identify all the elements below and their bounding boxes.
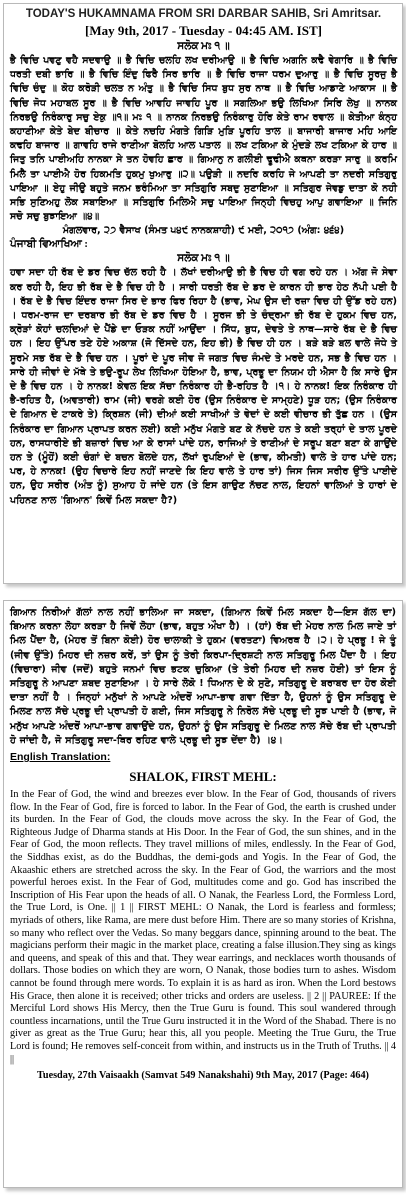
date-time-heading: [May 9th, 2017 - Tuesday - 04:45 AM. IST] <box>85 23 322 38</box>
punjabi-vyakhya-continued: ਗਿਆਨ ਨਿਰੀਆਂ ਗੱਲਾਂ ਨਾਲ ਨਹੀਂ ਭਾਲਿਆ ਜਾ ਸਕਦਾ, (ਗਿਆਨ ਕਿਵੇਂ ਮਿਲ ਸਕਦਾ ਹੈ—ਇਸ ਗੱਲ ਦਾ) ਬਿਆਨ ਕਰਨਾ ਲੋਹਾ ਕਰੜਾ ਹੈ ਜਿਵੇਂ ਲੋਹਾ (ਭਾਵ, ਬਹੁਤ ਔਖਾ ਹੈ) । (ਹਾਂ) ਰੱਬ ਦੀ ਮੇਹਰ ਨਾਲ ਮਿਲ ਜਾਏ ਤਾਂ ਮਿਲ ਪੈਂਦਾ ਹੈ, (ਮੇਹਰ ਤੋਂ ਬਿਨਾ ਕੋਈ) ਹੋਰ ਚਾਲਾਕੀ ਤੇ ਹੁਕਮ (ਵਰਤਣਾ) ਵਿਅਰਥ ਹੈ ।੨। ਹੇ ਪ੍ਰਭੂ ! ਜੇ ਤੂੰ (ਜੀਵ ਉੱਤੇ) ਮਿਹਰ ਦੀ ਨਜ਼ਰ ਕਰੇਂ, ਤਾਂ ਉਸ ਨੂੰ ਤੇਰੀ ਕਿਰਪਾ-ਦ੍ਰਿਸ਼ਟੀ ਨਾਲ ਸਤਿਗੁਰੂ ਮਿਲ ਪੈਂਦਾ ਹੈ । ਇਹ (ਵਿਚਾਰਾ) ਜੀਵ (ਜਦੋਂ) ਬਹੁਤੇ ਜਨਮਾਂ ਵਿਚ ਭਟਕ ਚੁਕਿਆ (ਤੇ ਤੇਰੀ ਮਿਹਰ ਦੀ ਨਜ਼ਰ ਹੋਈ) ਤਾਂ ਇਸ ਨੂੰ ਸਤਿਗੁਰੂ ਨੇ ਆਪਣਾ ਸ਼ਬਦ ਸੁਣਾਇਆ । ਹੇ ਸਾਰੇ ਲੋਕੋ ! ਧਿਆਨ ਦੇ ਕੇ ਸੁਣੋ, ਸਤਿਗੁਰੂ ਦੇ ਬਰਾਬਰ ਦਾ ਹੋਰ ਕੋਈ ਦਾਤਾ ਨਹੀਂ ਹੈ । ਜਿਨ੍ਹਾਂ ਮਨੁੱਖਾਂ ਨੇ ਆਪਣੇ ਅੰਦਰੋਂ ਆਪਾ-ਭਾਵ ਗਵਾ ਦਿੱਤਾ ਹੈ, ਉਹਨਾਂ ਨੂੰ ਉਸ ਸਤਿਗੁਰੂ ਦੇ ਮਿਲਣ ਨਾਲ ਸੱਚੇ ਪ੍ਰਭੂ ਦੀ ਪ੍ਰਾਪਤੀ ਹੋ ਗਈ, ਜਿਸ ਸਤਿਗੁਰੂ ਨੇ ਨਿਰੋਲ ਸੱਚੇ ਪ੍ਰਭੂ ਦੀ ਸੂਝ ਪਾਈ ਹੈ (ਭਾਵ, ਜੋ ਮਨੁੱਖ ਆਪਣੇ ਅੰਦਰੋਂ ਆਪਾ-ਭਾਵ ਗਵਾਉਂਦੇ ਹਨ, ਉਹਨਾਂ ਨੂੰ ਉਸ ਸਤਿਗੁਰੂ ਦੇ ਮਿਲਣ ਨਾਲ ਸੱਚੇ ਰੱਬ ਦੀ ਪ੍ਰਾਪਤੀ ਹੋ ਜਾਂਦੀ ਹੈ, ਜੋ ਸਤਿਗੁਰੂ ਸਦਾ-ਥਿਰ ਰਹਿਣ ਵਾਲੇ ਪ੍ਰਭੂ ਦੀ ਸੂਝ ਦੇਂਦਾ ਹੈ) ।੪। <box>10 607 396 746</box>
page-title: TODAY'S HUKAMNAMA FROM SRI DARBAR SAHIB, Sri Amritsar. <box>25 8 382 20</box>
vyakhya-salok-heading: ਸਲੋਕ ਮਃ ੧ ॥ <box>177 253 230 265</box>
salok-heading: ਸਲੋਕ ਮਃ ੧ ॥ <box>177 41 230 52</box>
punjabi-vyakhya-text: ਹਵਾ ਸਦਾ ਹੀ ਰੱਬ ਦੇ ਡਰ ਵਿਚ ਚੱਲ ਰਹੀ ਹੈ । ਲੱਖਾਂ ਦਰੀਆਉ ਭੀ ਭੈ ਵਿਚ ਹੀ ਵਗ ਰਹੇ ਹਨ । ਅੱਗ ਜੋ ਸੇਵਾ ਕਰ ਰਹੀ ਹੈ, ਇਹ ਭੀ ਰੱਬ ਦੇ ਭੈ ਵਿਚ ਹੀ ਹੈ । ਸਾਰੀ ਧਰਤੀ ਰੱਬ ਦੇ ਡਰ ਦੇ ਕਾਰਨ ਹੀ ਭਾਰ ਹੇਠ ਨੱਪੀ ਪਈ ਹੈ । ਰੱਬ ਦੇ ਭੈ ਵਿਚ ਇੰਦਰ ਰਾਜਾ ਸਿਰ ਦੇ ਭਾਰ ਫਿਰ ਰਿਹਾ ਹੈ (ਭਾਵ, ਮੇਘ ਉਸ ਦੀ ਰਜ਼ਾ ਵਿਚ ਹੀ ਉੱਡ ਰਹੇ ਹਨ) । ਧਰਮ-ਰਾਜ ਦਾ ਦਰਬਾਰ ਭੀ ਰੱਬ ਦੇ ਡਰ ਵਿਚ ਹੈ । ਸੂਰਜ ਭੀ ਤੇ ਚੰਦ੍ਰਮਾ ਭੀ ਰੱਬ ਦੇ ਹੁਕਮ ਵਿਚ ਹਨ, ਕ੍ਰੋੜਾਂ ਕੋਹਾਂ ਚਲਦਿਆਂ ਦੇ ਪੈਂਡੇ ਦਾ ਓੜਕ ਨਹੀਂ ਆਉਂਦਾ । ਸਿੱਧ, ਬੁਧ, ਦੇਵਤੇ ਤੇ ਨਾਥ—ਸਾਰੇ ਰੱਬ ਦੇ ਭੈ ਵਿਚ ਹਨ । ਇਹ ਉੱਪਰ ਤਣੇ ਹੋਏ ਅਕਾਸ਼ (ਜੋ ਦਿੱਸਦੇ ਹਨ, ਇਹ ਭੀ) ਭੈ ਵਿਚ ਹੀ ਹਨ । ਬੜੇ ਬੜੇ ਬਲ ਵਾਲੇ ਜੋਧੇ ਤੇ ਸੂਰਮੇ ਸਭ ਰੱਬ ਦੇ ਭੈ ਵਿਚ ਹਨ । ਪੂਰਾਂ ਦੇ ਪੂਰ ਜੀਵ ਜੋ ਜਗਤ ਵਿਚ ਜੰਮਦੇ ਤੇ ਮਰਦੇ ਹਨ, ਸਭ ਭੈ ਵਿਚ ਹਨ । ਸਾਰੇ ਹੀ ਜੀਵਾਂ ਦੇ ਮੱਥੇ ਤੇ ਭਉ-ਰੂਪ ਲੇਖ ਲਿਖਿਆ ਹੋਇਆ ਹੈ, ਭਾਵ, ਪ੍ਰਭੂ ਦਾ ਨਿਯਮ ਹੀ ਐਸਾ ਹੈ ਕਿ ਸਾਰੇ ਉਸ ਦੇ ਭੈ ਵਿਚ ਹਨ । ਹੇ ਨਾਨਕ! ਕੇਵਲ ਇਕ ਸੱਚਾ ਨਿਰੰਕਾਰ ਹੀ ਭੈ-ਰਹਿਤ ਹੈ ।੧। ਹੇ ਨਾਨਕ! ਇਕ ਨਿਰੰਕਾਰ ਹੀ ਭੈ-ਰਹਿਤ ਹੈ, (ਅਵਤਾਰੀ) ਰਾਮ (ਜੀ) ਵਰਗੇ ਕਈ ਹੋਰ (ਉਸ ਨਿਰੰਕਾਰ ਦੇ ਸਾਮ੍ਹਣੇ) ਧੂੜ ਹਨ; (ਉਸ ਨਿਰੰਕਾਰ ਦੇ ਗਿਆਨ ਦੇ ਟਾਕਰੇ ਤੇ) ਕ੍ਰਿਸ਼ਨ (ਜੀ) ਦੀਆਂ ਕਈ ਸਾਖੀਆਂ ਤੇ ਵੇਦਾਂ ਦੇ ਕਈ ਵੀਚਾਰ ਭੀ ਤੁੱਛ ਹਨ । (ਉਸ ਨਿਰੰਕਾਰ ਦਾ ਗਿਆਨ ਪ੍ਰਾਪਤ ਕਰਨ ਲਈ) ਕਈ ਮਨੁੱਖ ਮੰਗਤੇ ਬਣ ਕੇ ਨੱਚਦੇ ਹਨ ਤੇ ਕਈ ਤਰ੍ਹਾਂ ਦੇ ਤਾਲ ਪੂਰਦੇ ਹਨ, ਰਾਸਧਾਰੀਏ ਭੀ ਬਜ਼ਾਰਾਂ ਵਿਚ ਆ ਕੇ ਰਾਸਾਂ ਪਾਂਦੇ ਹਨ, ਰਾਜਿਆਂ ਤੇ ਰਾਣੀਆਂ ਦੇ ਸਰੂਪ ਬਣਾ ਬਣਾ ਕੇ ਗਾਉਂਦੇ ਹਨ ਤੇ (ਮੂੰਹੋਂ) ਕਈ ਚੰਗਾਂ ਦੇ ਬਚਨ ਬੋਲਦੇ ਹਨ, ਲੱਖਾਂ ਰੁਪਇਆਂ ਦੇ (ਭਾਵ, ਕੀਮਤੀ) ਵਾਲੇ ਤੇ ਹਾਰ ਪਾਂਦੇ ਹਨ; ਪਰ, ਹੇ ਨਾਨਕ! (ਉਹ ਵਿਚਾਰੇ ਇਹ ਨਹੀਂ ਜਾਣਦੇ ਕਿ ਇਹ ਵਾਲੇ ਤੇ ਹਾਰ ਤਾਂ) ਜਿਸ ਜਿਸ ਸਰੀਰ ਉੱਤੇ ਪਾਈਦੇ ਹਨ, ਉਹ ਸਰੀਰ (ਅੰਤ ਨੂੰ) ਸੁਆਹ ਹੋ ਜਾਂਦੇ ਹਨ (ਤੇ ਇਸ ਗਾਉਣ ਨੱਚਣ ਨਾਲ, ਇਹਨਾਂ ਵਾਲਿਆਂ ਤੇ ਹਾਰਾਂ ਦੇ ਪਹਿਨਣ ਨਾਲ 'ਗਿਆਨ' ਕਿਵੇਂ ਮਿਲ ਸਕਦਾ ਹੈ?) <box>10 267 397 506</box>
hukamnama-translation-panel <box>3 600 403 1188</box>
english-shalok-heading: SHALOK, FIRST MEHL: <box>129 769 277 785</box>
hukamnama-gurmukhi-panel <box>3 3 403 584</box>
english-translation-label: English Translation: <box>10 751 111 764</box>
gurmukhi-date-line: ਮੰਗਲਵਾਰ, ੨੭ ਵੈਸਾਖ (ਸੰਮਤ ੫੪੯ ਨਾਨਕਸ਼ਾਹੀ) ੯ ਮਈ, ੨੦੧੭ (ਅੰਗ: ੪੬੪) <box>62 225 345 237</box>
english-translation-text: In the Fear of God, the wind and breezes ever blow. In the Fear of God, thousands of rivers flow. In the Fear of God, fire is forced to labor. In the Fear of God, the earth is crushed under its burden. In the Fear of God, the clouds move across the sky. In the Fear of God, the Righteous Judge of Dharma stands at His Door. In the Fear of God, the sun shines, and in the Fear of God, the moon reflects. They travel millions of miles, endlessly. In the Fear of God, the Siddhas exist, as do the Buddhas, the demi-gods and Yogis. In the Fear of God, the Akaashic ethers are stretched across the sky. In the Fear of God, the warriors and the most powerful heroes exist. In the Fear of God, multitudes come and go. God has inscribed the Inscription of His Fear upon the heads of all. O Nanak, the Fearless Lord, the Formless Lord, the True Lord, is One. || 1 || FIRST MEHL: O Nanak, the Lord is fearless and formless; myriads of others, like Rama, are mere dust before Him. There are so many stories of Krishna, so many who reflect over the Vedas. So many beggars dance, spinning around to the beat. The magicians perform their magic in the market place, creating a false illusion.They sing as kings and queens, and speak of this and that. They wear earrings, and necklaces worth thousands of dollars. Those bodies on which they are worn, O Nanak, those bodies turn to ashes. Wisdom cannot be found through mere words. To explain it is as hard as iron. When the Lord bestows His Grace, then alone it is received; other tricks and orders are useless. || 2 || PAUREE: If the Merciful Lord shows His Mercy, then the True Guru is found. This soul wandered through countless incarnations, until the True Guru instructed it in the Word of the Shabad. There is no giver as great as the True Guru; hear this, all you people. Meeting the True Guru, the True Lord is found; He removes self-conceit from within, and instructs us in the Truth of Truths. || 4 || <box>10 789 396 1065</box>
punjabi-vyakhya-label: ਪੰਜਾਬੀ ਵਿਆਖਿਆ : <box>10 239 88 251</box>
english-date-footer: Tuesday, 27th Vaisaakh (Samvat 549 Nanakshahi) 9th May, 2017 (Page: 464) <box>37 1070 369 1082</box>
gurbani-text: ਭੈ ਵਿਚਿ ਪਵਣੁ ਵਹੈ ਸਦਵਾਉ ॥ ਭੈ ਵਿਚਿ ਚਲਹਿ ਲਖ ਦਰੀਆਉ ॥ ਭੈ ਵਿਚਿ ਅਗਨਿ ਕਢੈ ਵੇਗਾਰਿ ॥ ਭੈ ਵਿਚਿ ਧਰਤੀ ਦਬੀ ਭਾਰਿ ॥ ਭੈ ਵਿਚਿ ਇੰਦੁ ਫਿਰੈ ਸਿਰ ਭਾਰਿ ॥ ਭੈ ਵਿਚਿ ਰਾਜਾ ਧਰਮ ਦੁਆਰੁ ॥ ਭੈ ਵਿਚਿ ਸੂਰਜੁ ਭੈ ਵਿਚਿ ਚੰਦੁ ॥ ਕੋਹ ਕਰੋੜੀ ਚਲਤ ਨ ਅੰਤੁ ॥ ਭੈ ਵਿਚਿ ਸਿਧ ਬੁਧ ਸੁਰ ਨਾਥ ॥ ਭੈ ਵਿਚਿ ਆਡਾਣੇ ਆਕਾਸ ॥ ਭੈ ਵਿਚਿ ਜੋਧ ਮਹਾਬਲ ਸੂਰ ॥ ਭੈ ਵਿਚਿ ਆਵਹਿ ਜਾਵਹਿ ਪੂਰ ॥ ਸਗਲਿਆ ਭਉ ਲਿਖਿਆ ਸਿਰਿ ਲੇਖੁ ॥ ਨਾਨਕ ਨਿਰਭਉ ਨਿਰੰਕਾਰੁ ਸਚੁ ਏਕੁ ॥੧॥ ਮਃ ੧ ॥ ਨਾਨਕ ਨਿਰਭਉ ਨਿਰੰਕਾਰੁ ਹੋਰਿ ਕੇਤੇ ਰਾਮ ਰਵਾਲ ॥ ਕੇਤੀਆ ਕੰਨ੍ਹ ਕਹਾਣੀਆ ਕੇਤੇ ਬੇਦ ਬੀਚਾਰ ॥ ਕੇਤੇ ਨਚਹਿ ਮੰਗਤੇ ਗਿੜਿ ਮੁੜਿ ਪੂਰਹਿ ਤਾਲ ॥ ਬਾਜਾਰੀ ਬਾਜਾਰ ਮਹਿ ਆਇ ਕਢਹਿ ਬਾਜਾਰ ॥ ਗਾਵਹਿ ਰਾਜੇ ਰਾਣੀਆ ਬੋਲਹਿ ਆਲ ਪਤਾਲ ॥ ਲਖ ਟਕਿਆ ਕੇ ਮੁੰਦੜੇ ਲਖ ਟਕਿਆ ਕੇ ਹਾਰ ॥ ਜਿਤੁ ਤਨਿ ਪਾਈਅਹਿ ਨਾਨਕਾ ਸੇ ਤਨ ਹੋਵਹਿ ਛਾਰ ॥ ਗਿਆਨੁ ਨ ਗਲੀਈ ਢੂਢੀਐ ਕਥਨਾ ਕਰੜਾ ਸਾਰੁ ॥ ਕਰਮਿ ਮਿਲੈ ਤਾ ਪਾਈਐ ਹੋਰ ਹਿਕਮਤਿ ਹੁਕਮੁ ਖੁਆਰੁ ॥੨॥ ਪਉੜੀ ॥ ਨਦਰਿ ਕਰਹਿ ਜੇ ਆਪਣੀ ਤਾ ਨਦਰੀ ਸਤਿਗੁਰੁ ਪਾਇਆ ॥ ਏਹੁ ਜੀਉ ਬਹੁਤੇ ਜਨਮ ਭਰੰਮਿਆ ਤਾ ਸਤਿਗੁਰਿ ਸਬਦੁ ਸੁਣਾਇਆ ॥ ਸਤਿਗੁਰ ਜੇਵਡੁ ਦਾਤਾ ਕੋ ਨਹੀ ਸਭਿ ਸੁਣਿਅਹੁ ਲੋਕ ਸਬਾਇਆ ॥ ਸਤਿਗੁਰਿ ਮਿਲਿਐ ਸਚੁ ਪਾਇਆ ਜਿਨ੍ਹੀ ਵਿਚਹੁ ਆਪੁ ਗਵਾਇਆ ॥ ਜਿਨਿ ਸਚੋ ਸਚੁ ਬੁਝਾਇਆ ॥੪॥ <box>10 55 397 223</box>
